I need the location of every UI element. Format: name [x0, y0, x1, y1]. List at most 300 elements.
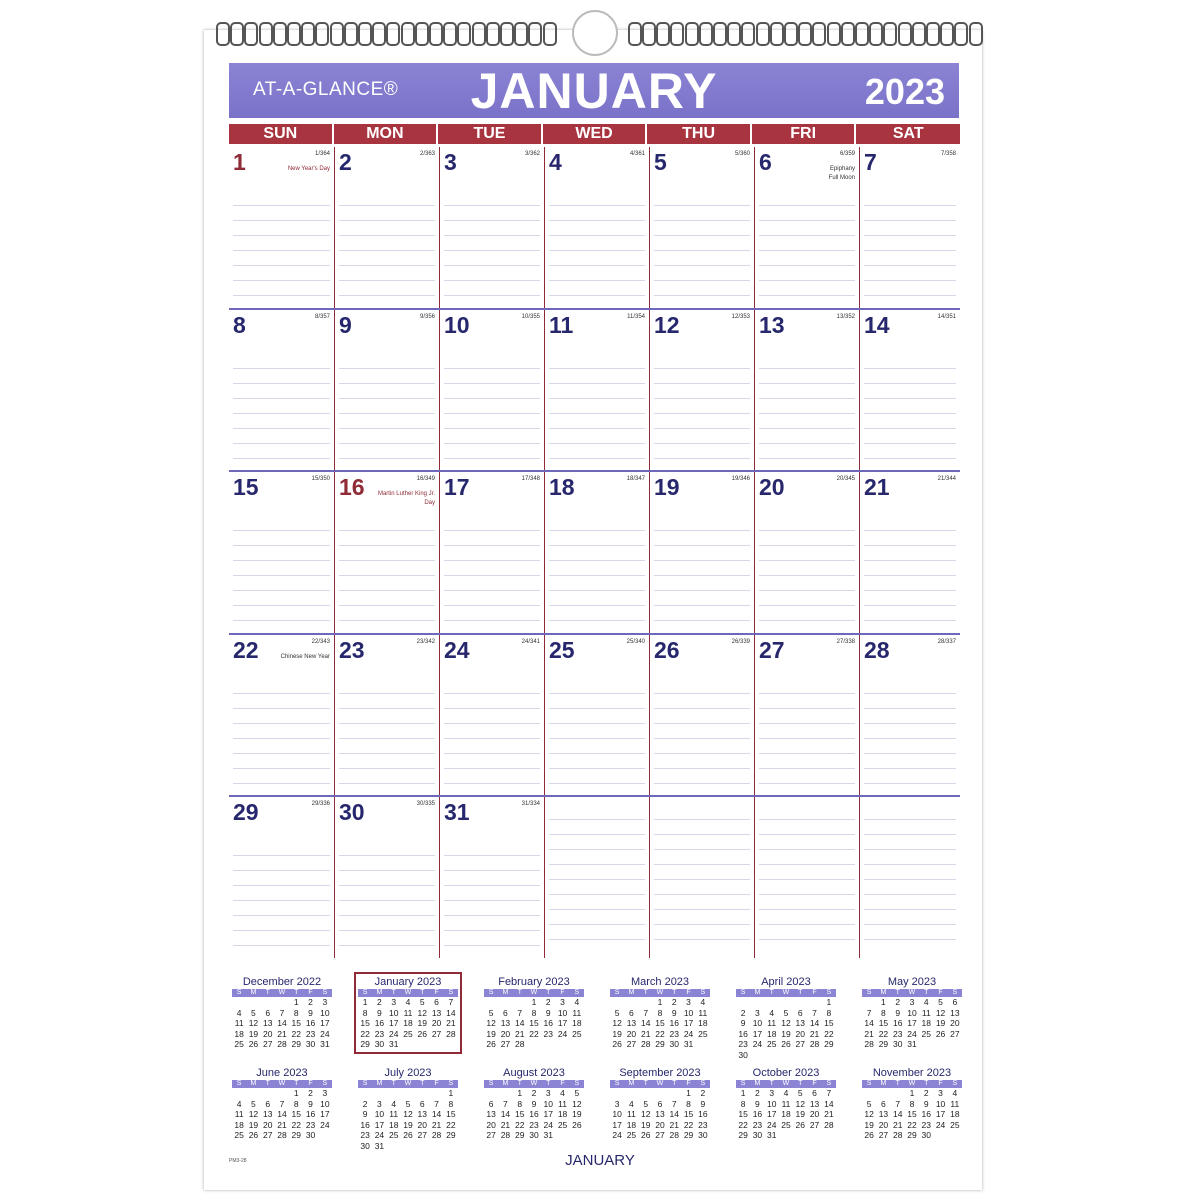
mini-weekday-row — [610, 989, 710, 997]
binding-ring — [713, 22, 727, 46]
mini-day: 20 — [950, 1018, 960, 1028]
mini-day: 8 — [686, 1098, 691, 1109]
mini-day: 21 — [824, 1109, 834, 1119]
day-of-year: 12/353 — [731, 313, 750, 320]
mini-day: 16 — [360, 1119, 370, 1130]
binding-ring — [443, 22, 457, 46]
empty-day-cell[interactable] — [649, 797, 754, 958]
mini-weekday: F — [308, 1080, 313, 1087]
day-cell-11[interactable] — [544, 310, 649, 471]
mini-day: 7 — [434, 1098, 439, 1109]
mini-day: 5 — [419, 997, 425, 1007]
mini-day: 5 — [643, 1098, 649, 1109]
mini-week-row — [862, 1099, 962, 1110]
mini-day: 11 — [558, 1098, 567, 1109]
mini-weekday: S — [700, 1080, 706, 1087]
day-cell-10[interactable] — [439, 310, 544, 471]
binding-ring — [969, 22, 983, 46]
mini-day: 23 — [360, 1130, 370, 1140]
mini-week-row — [610, 1088, 710, 1099]
mini-weekday: W — [908, 989, 916, 996]
day-number: 23 — [339, 636, 365, 663]
mini-day: 19 — [248, 1028, 259, 1039]
empty-day-cell[interactable] — [544, 797, 649, 958]
mini-weekday: T — [517, 1080, 522, 1087]
mini-day: 8 — [740, 1098, 746, 1109]
mini-day: 7 — [279, 1007, 285, 1018]
mini-weekday: F — [686, 989, 691, 996]
mini-week-row — [484, 1120, 584, 1131]
mini-day: 23 — [921, 1119, 931, 1130]
mini-day — [429, 1088, 443, 1099]
mini-day: 12 — [640, 1109, 651, 1119]
mini-day: 4 — [405, 997, 411, 1007]
writing-lines — [444, 354, 540, 467]
mini-day: 18 — [557, 1109, 568, 1119]
binding-ring — [330, 22, 344, 46]
day-of-year: 9/356 — [419, 313, 435, 320]
binding-ring — [656, 22, 670, 46]
mini-day: 26 — [864, 1130, 874, 1140]
day-cell-2[interactable] — [334, 147, 439, 308]
weekday-sun: SUN — [229, 124, 332, 144]
mini-week-row — [736, 1130, 836, 1141]
mini-day: 29 — [683, 1130, 694, 1140]
day-number: 15 — [233, 474, 259, 501]
mini-day: 14 — [277, 1109, 287, 1119]
day-cell-28[interactable] — [859, 635, 960, 796]
mini-calendar-title: August 2023 — [503, 1067, 565, 1079]
mini-day: 2 — [377, 997, 382, 1007]
mini-weekday: S — [448, 989, 454, 996]
mini-day: 27 — [878, 1130, 889, 1140]
mini-day — [933, 1039, 947, 1050]
mini-day: 2 — [700, 1088, 706, 1098]
writing-lines — [339, 841, 435, 954]
mini-weekday: F — [938, 1080, 943, 1087]
mini-day: 10 — [543, 1098, 553, 1109]
mini-day: 9 — [700, 1098, 706, 1109]
mini-day: 31 — [907, 1039, 917, 1049]
mini-weekday: W — [656, 989, 664, 996]
mini-day: 17 — [935, 1109, 946, 1119]
mini-week-row — [232, 1130, 332, 1141]
mini-weekday-row — [232, 1080, 332, 1088]
mini-calendar-title: March 2023 — [630, 976, 690, 988]
mini-weekday-row — [862, 989, 962, 997]
mini-day: 7 — [643, 1007, 649, 1018]
binding-ring — [230, 22, 244, 46]
mini-calendar-title: July 2023 — [384, 1067, 432, 1079]
mini-day: 3 — [322, 1088, 328, 1098]
binding-ring — [386, 22, 400, 46]
mini-day: 16 — [921, 1109, 931, 1119]
mini-day: 28 — [446, 1028, 456, 1039]
mini-day: 20 — [417, 1119, 427, 1130]
mini-day: 7 — [826, 1088, 832, 1098]
mini-weekday: T — [643, 1080, 648, 1087]
binding-ring — [628, 22, 642, 46]
mini-day — [275, 997, 289, 1008]
mini-day — [765, 997, 779, 1008]
day-of-year: 11/354 — [627, 313, 645, 320]
mini-calendar-title: November 2023 — [872, 1067, 952, 1079]
mini-weekday: S — [488, 989, 494, 996]
mini-weekday: F — [434, 989, 439, 996]
mini-day: 18 — [234, 1119, 244, 1130]
day-cell-16[interactable] — [334, 472, 439, 633]
mini-day: 31 — [543, 1130, 553, 1140]
mini-day — [570, 1039, 584, 1050]
mini-day: 9 — [923, 1098, 929, 1109]
mini-week-row — [736, 1008, 836, 1019]
day-cell-25[interactable] — [544, 635, 649, 796]
mini-calendar-title: September 2023 — [619, 1067, 701, 1079]
mini-week-row — [484, 1029, 584, 1040]
mini-day: 25 — [572, 1028, 582, 1039]
mini-week-row — [358, 1120, 458, 1131]
mini-day: 13 — [655, 1109, 665, 1119]
mini-day: 31 — [683, 1039, 694, 1049]
mini-day: 10 — [320, 1098, 330, 1109]
mini-week-row — [358, 997, 458, 1008]
mini-day: 26 — [403, 1130, 413, 1140]
mini-calendar-january-2023 — [358, 976, 458, 1050]
mini-day: 22 — [446, 1119, 456, 1130]
empty-day-cell[interactable] — [859, 797, 960, 958]
holiday-note: Epiphany Full Moon — [828, 166, 855, 181]
day-cell-14[interactable] — [859, 310, 960, 471]
mini-calendar-february-2023 — [484, 976, 584, 1050]
binding-ring — [798, 22, 812, 46]
day-number: 11 — [549, 311, 574, 338]
mini-day: 17 — [752, 1028, 763, 1039]
mini-day: 12 — [781, 1018, 791, 1028]
mini-day: 2 — [308, 997, 313, 1007]
mini-day: 3 — [322, 997, 328, 1007]
mini-week-row — [736, 1029, 836, 1040]
mini-day: 18 — [403, 1018, 413, 1028]
mini-day: 30 — [738, 1049, 748, 1060]
day-number: 21 — [864, 474, 890, 501]
binding-ring — [486, 22, 500, 46]
mini-day: 28 — [277, 1130, 287, 1140]
mini-day: 29 — [291, 1130, 301, 1140]
binding-ring — [273, 22, 287, 46]
day-of-year: 16/349 — [416, 476, 435, 483]
mini-day: 19 — [248, 1119, 259, 1130]
day-of-year: 15/350 — [311, 476, 330, 483]
day-of-year: 10/355 — [521, 313, 540, 320]
mini-day: 28 — [824, 1119, 834, 1130]
day-cell-15[interactable] — [229, 472, 334, 633]
day-cell-21[interactable] — [859, 472, 960, 633]
mini-day: 16 — [543, 1018, 553, 1028]
binding-ring — [401, 22, 415, 46]
mini-week-row — [736, 1088, 836, 1099]
mini-day: 27 — [655, 1130, 665, 1140]
writing-lines — [339, 516, 435, 629]
mini-day: 22 — [907, 1119, 917, 1130]
mini-day: 29 — [291, 1039, 301, 1049]
mini-day: 12 — [864, 1109, 874, 1119]
day-cell-8[interactable] — [229, 310, 334, 471]
mini-day: 4 — [629, 1098, 634, 1109]
mini-day: 30 — [529, 1130, 539, 1140]
day-of-year: 6/359 — [839, 151, 855, 157]
holiday-note: Martin Luther King Jr. Day — [377, 491, 435, 507]
day-cell-19[interactable] — [649, 472, 754, 633]
mini-calendar-october-2023 — [736, 1067, 836, 1141]
mini-day: 15 — [824, 1018, 834, 1028]
mini-day: 12 — [417, 1007, 427, 1018]
mini-day: 21 — [277, 1028, 287, 1039]
day-cell-3[interactable] — [439, 147, 544, 308]
writing-lines — [444, 679, 540, 792]
writing-lines — [549, 516, 645, 629]
mini-day: 8 — [293, 1098, 299, 1109]
mini-weekday: M — [628, 989, 635, 996]
mini-day: 1 — [531, 997, 537, 1007]
mini-day — [415, 1039, 429, 1050]
mini-calendar-april-2023 — [736, 976, 836, 1060]
mini-week-row — [232, 1088, 332, 1099]
mini-day: 22 — [360, 1028, 370, 1039]
mini-day: 2 — [362, 1098, 368, 1109]
mini-day: 23 — [305, 1028, 316, 1039]
mini-day: 5 — [251, 1007, 256, 1018]
mini-weekday: F — [434, 1080, 439, 1087]
mini-day: 2 — [755, 1088, 760, 1098]
mini-day: 10 — [374, 1109, 385, 1119]
day-number: 16 — [339, 474, 365, 501]
mini-weekday: T — [265, 1080, 270, 1087]
mini-day: 12 — [935, 1007, 946, 1018]
mini-weekday: S — [740, 1080, 746, 1087]
mini-week-row — [484, 997, 584, 1008]
mini-day: 29 — [514, 1130, 525, 1140]
binding-ring — [301, 22, 315, 46]
day-cell-12[interactable] — [649, 310, 754, 471]
mini-weekday-row — [484, 1080, 584, 1088]
mini-week-row — [736, 1018, 836, 1029]
day-cell-23[interactable] — [334, 635, 439, 796]
mini-day — [429, 1039, 443, 1050]
binding-ring — [244, 22, 258, 46]
mini-day: 15 — [529, 1018, 539, 1028]
weekday-sat: SAT — [856, 124, 960, 144]
mini-week-row — [862, 997, 962, 1008]
binding-ring — [855, 22, 869, 46]
writing-lines — [233, 191, 330, 304]
mini-weekday: T — [546, 1080, 551, 1087]
mini-day: 4 — [923, 997, 929, 1007]
writing-lines — [759, 805, 855, 954]
mini-day — [541, 1039, 555, 1050]
mini-day: 7 — [671, 1098, 677, 1109]
day-cell-30[interactable] — [334, 797, 439, 958]
mini-weekday: T — [924, 989, 929, 996]
day-cell-24[interactable] — [439, 635, 544, 796]
mini-day: 2 — [740, 1007, 746, 1018]
mini-weekday: M — [250, 1080, 257, 1087]
mini-calendar-november-2023 — [862, 1067, 962, 1141]
mini-day: 14 — [669, 1109, 679, 1119]
mini-day — [793, 1130, 807, 1141]
mini-week-row — [484, 1109, 584, 1120]
day-number: 18 — [549, 474, 575, 501]
brand-logo: AT-A-GLANCE® — [253, 79, 399, 100]
mini-weekday: S — [952, 989, 958, 996]
day-cell-5[interactable] — [649, 147, 754, 308]
mini-weekday-row — [736, 989, 836, 997]
mini-weekday: M — [628, 1080, 635, 1087]
day-cell-27[interactable] — [754, 635, 859, 796]
mini-day: 28 — [514, 1039, 525, 1049]
binding-ring — [528, 22, 542, 46]
mini-day: 21 — [277, 1119, 287, 1130]
mini-day: 26 — [486, 1039, 496, 1049]
mini-calendar-title: June 2023 — [256, 1067, 308, 1079]
mini-calendar-december-2022 — [232, 976, 332, 1050]
day-cell-7[interactable] — [859, 147, 960, 308]
mini-week-row — [610, 1109, 710, 1120]
writing-lines — [549, 191, 645, 304]
writing-lines — [339, 679, 435, 792]
mini-day: 25 — [766, 1039, 777, 1049]
binding-ring — [514, 22, 528, 46]
day-cell-6[interactable] — [754, 147, 859, 308]
mini-calendar-may-2023 — [862, 976, 962, 1050]
mini-day: 24 — [320, 1119, 330, 1130]
mini-day: 23 — [529, 1119, 539, 1130]
mini-day: 24 — [766, 1119, 777, 1130]
mini-day: 29 — [446, 1130, 456, 1140]
mini-week-row — [232, 1099, 332, 1110]
mini-day: 22 — [738, 1119, 748, 1130]
writing-lines — [444, 841, 540, 954]
day-cell-31[interactable] — [439, 797, 544, 958]
mini-day: 26 — [417, 1028, 427, 1039]
day-cell-17[interactable] — [439, 472, 544, 633]
binding-ring — [642, 22, 656, 46]
day-cell-18[interactable] — [544, 472, 649, 633]
mini-day: 30 — [374, 1039, 385, 1049]
mini-day — [275, 1088, 289, 1099]
binding-ring — [827, 22, 841, 46]
mini-day: 1 — [881, 997, 886, 1007]
day-cell-4[interactable] — [544, 147, 649, 308]
mini-weekday: S — [866, 1080, 872, 1087]
mini-day: 12 — [248, 1109, 259, 1119]
mini-day: 3 — [545, 1088, 551, 1098]
mini-day: 11 — [403, 1007, 413, 1018]
mini-weekday: S — [448, 1080, 454, 1087]
writing-lines — [233, 354, 330, 467]
day-cell-26[interactable] — [649, 635, 754, 796]
mini-weekday: W — [278, 1080, 286, 1087]
mini-day: 23 — [669, 1028, 679, 1039]
day-number: 14 — [864, 311, 890, 338]
mini-day: 21 — [640, 1028, 651, 1039]
mini-day: 3 — [938, 1088, 943, 1098]
mini-week-row — [736, 997, 836, 1008]
mini-day: 27 — [795, 1039, 805, 1049]
mini-weekday: T — [769, 989, 774, 996]
mini-day: 3 — [909, 997, 915, 1007]
day-cell-1[interactable] — [229, 147, 334, 308]
mini-day: 16 — [738, 1028, 748, 1039]
mini-day: 14 — [500, 1109, 511, 1119]
binding-ring — [315, 22, 329, 46]
mini-calendars — [229, 970, 969, 1160]
mini-weekday: T — [420, 1080, 425, 1087]
mini-day — [429, 1141, 443, 1152]
binding-ring — [869, 22, 883, 46]
day-cell-9[interactable] — [334, 310, 439, 471]
day-cell-20[interactable] — [754, 472, 859, 633]
mini-day: 7 — [448, 997, 454, 1007]
holiday-note: New Year's Day — [287, 166, 330, 172]
mini-day — [372, 1088, 386, 1099]
day-cell-22[interactable] — [229, 635, 334, 796]
mini-day: 10 — [388, 1007, 399, 1018]
mini-calendar-september-2023 — [610, 1067, 710, 1141]
mini-day: 14 — [864, 1018, 874, 1028]
mini-week-row — [232, 1039, 332, 1050]
mini-day: 24 — [752, 1039, 763, 1049]
mini-day: 21 — [500, 1119, 511, 1130]
mini-day: 2 — [671, 997, 677, 1007]
mini-day: 10 — [320, 1007, 330, 1018]
mini-weekday: M — [376, 989, 383, 996]
mini-day: 12 — [795, 1098, 805, 1109]
mini-day: 11 — [627, 1109, 636, 1119]
mini-day: 25 — [698, 1028, 708, 1039]
empty-day-cell[interactable] — [754, 797, 859, 958]
mini-day: 2 — [895, 997, 901, 1007]
mini-day: 25 — [403, 1028, 413, 1039]
mini-day: 27 — [500, 1039, 511, 1049]
binding-ring — [812, 22, 826, 46]
day-cell-13[interactable] — [754, 310, 859, 471]
mini-day: 27 — [809, 1119, 820, 1130]
writing-lines — [759, 679, 855, 792]
mini-day: 25 — [921, 1028, 931, 1039]
mini-day: 28 — [500, 1130, 511, 1140]
mini-week-row — [610, 997, 710, 1008]
day-of-year: 30/335 — [416, 801, 435, 808]
mini-day: 24 — [683, 1028, 694, 1039]
mini-calendar-title: January 2023 — [374, 976, 442, 988]
day-cell-29[interactable] — [229, 797, 334, 958]
mini-week-row — [862, 1018, 962, 1029]
mini-weekday: F — [812, 1080, 817, 1087]
weekday-header — [229, 124, 960, 144]
mini-day: 6 — [629, 1007, 634, 1018]
mini-day: 8 — [657, 1007, 663, 1018]
mini-day — [415, 1141, 429, 1152]
mini-day: 18 — [626, 1119, 637, 1130]
mini-calendar-august-2023 — [484, 1067, 584, 1141]
mini-week-row — [484, 1130, 584, 1141]
day-of-year: 14/351 — [937, 313, 956, 320]
mini-weekday: W — [530, 1080, 538, 1087]
mini-day: 19 — [795, 1109, 805, 1119]
mini-day: 24 — [612, 1130, 622, 1140]
mini-day: 13 — [262, 1018, 273, 1028]
mini-day: 11 — [950, 1098, 960, 1109]
